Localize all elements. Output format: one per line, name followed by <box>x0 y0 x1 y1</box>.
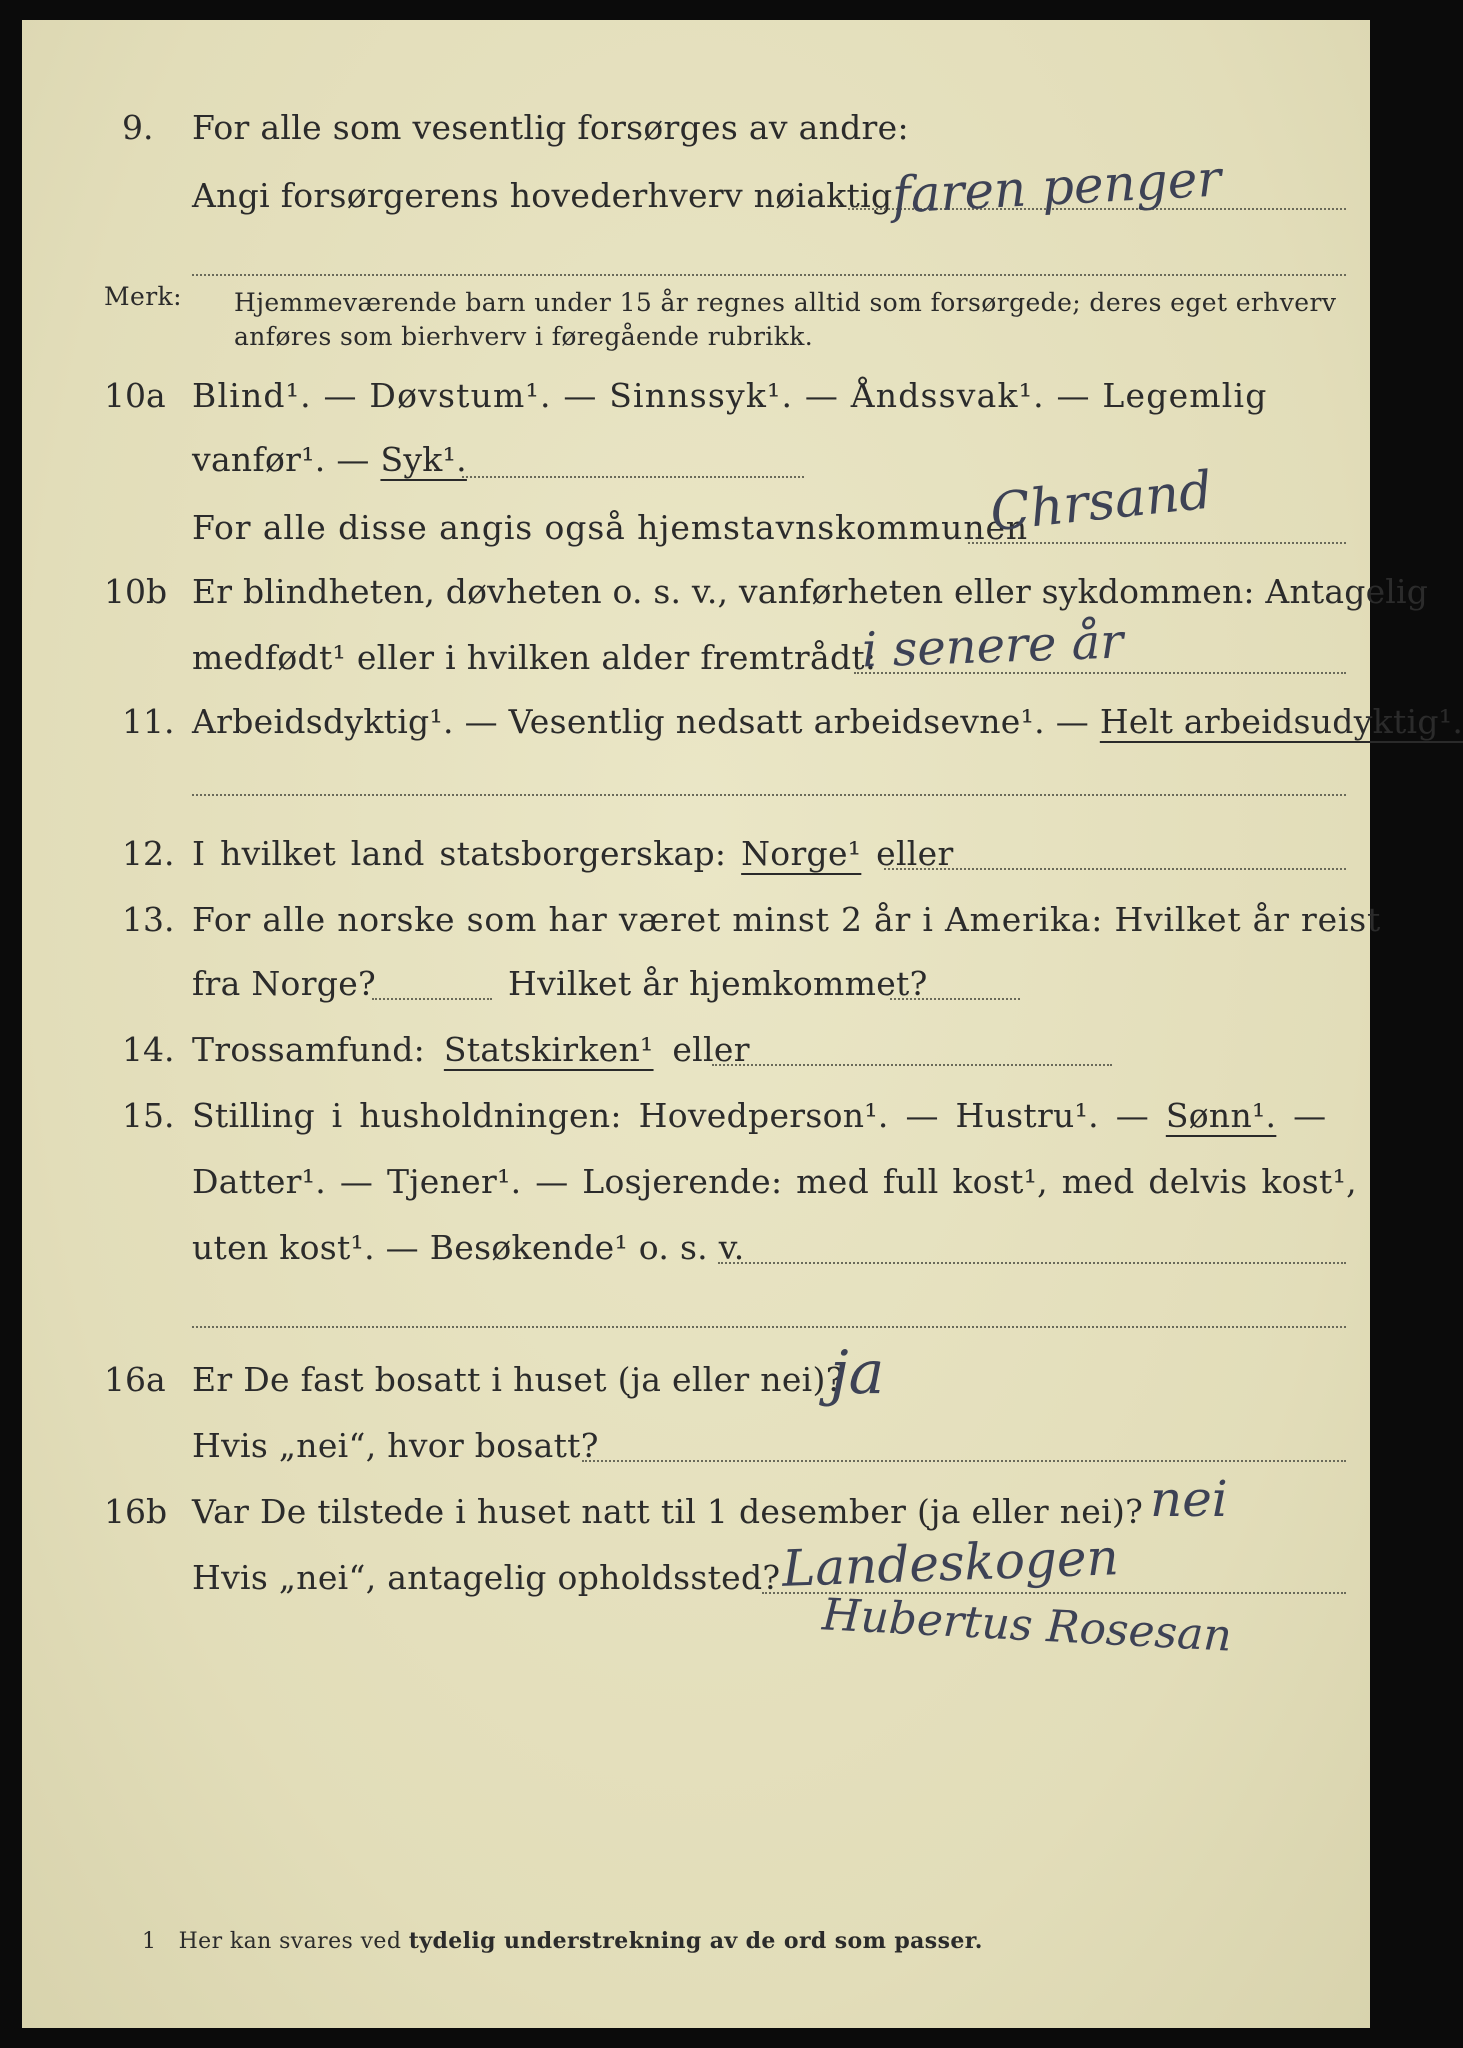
q15-text: Stilling i husholdningen: Hovedperson¹. — Hustru¹. — <box>192 1096 1150 1135</box>
q13-line2b: Hvilket år hjemkommet? <box>508 964 928 1003</box>
q16b-handwritten-answer2b: Hubertus Rosesan <box>820 1589 1233 1662</box>
q10a-number: 10a <box>104 376 166 415</box>
q12-norway-underlined: Norge¹ <box>741 834 862 873</box>
q10b-handwritten-answer: i senere år <box>861 613 1125 679</box>
q14-answer-line <box>712 1064 1112 1066</box>
q10a-line1: Blind¹. — Døvstum¹. — Sinnssyk¹. — Åndssvak¹. — Legemlig <box>192 376 1268 415</box>
merk-label: Merk: <box>104 282 182 311</box>
q16a-line1: Er De fast bosatt i huset (ja eller nei)? <box>192 1360 844 1399</box>
q10a-sick-underlined: Syk¹. <box>380 440 467 479</box>
q16b-line2: Hvis „nei“, antagelig opholdssted? <box>192 1558 781 1597</box>
footnote-mark: 1 <box>142 1929 157 1954</box>
q10a-line3: For alle disse angis også hjemstavnskommunen <box>192 508 1029 547</box>
q10a-line2-text: vanfør¹. — <box>192 440 381 479</box>
q10a-line2 <box>192 440 467 479</box>
q11-line1 <box>192 702 1463 741</box>
q12-or: eller <box>876 834 954 873</box>
q16b-number: 16b <box>104 1492 168 1531</box>
q11-extra-line <box>192 794 1346 796</box>
q15-son-underlined: Sønn¹. <box>1165 1096 1277 1135</box>
q11-text: Arbeidsdyktig¹. — Vesentlig nedsatt arbeidsevne¹. — <box>192 702 1100 741</box>
q13-year-left-line <box>372 998 492 1000</box>
q9-handwritten-answer: faren penger <box>890 149 1223 225</box>
q10b-number: 10b <box>104 572 168 611</box>
q12-text: I hvilket land statsborgerskap: <box>192 834 727 873</box>
q13-year-home-line <box>890 998 1020 1000</box>
q15-dash: — <box>1293 1096 1327 1135</box>
q10b-line1: Er blindheten, døvheten o. s. v., vanførheten eller sykdommen: Antagelig <box>192 572 1429 611</box>
q11-unable-underlined: Helt arbeidsudyktig¹. <box>1099 702 1463 741</box>
footnote-text: Her kan svares ved <box>178 1929 402 1954</box>
q9-line1: For alle som vesentlig forsørges av andre: <box>192 108 909 147</box>
q13-number: 13. <box>122 900 175 939</box>
q15-number: 15. <box>122 1096 175 1135</box>
q14-or: eller <box>672 1030 750 1069</box>
q14-text: Trossamfund: <box>192 1030 426 1069</box>
q10a-line2-dots <box>462 476 804 478</box>
q16b-line1: Var De tilstede i huset natt til 1 desember (ja eller nei)? <box>192 1492 1144 1531</box>
q16a-line2: Hvis „nei“, hvor bosatt? <box>192 1426 599 1465</box>
q14-number: 14. <box>122 1030 175 1069</box>
q14-line <box>192 1030 750 1069</box>
q15-line1 <box>192 1096 1326 1135</box>
q9-extra-line <box>192 274 1346 276</box>
q15-line2: Datter¹. — Tjener¹. — Losjerende: med full kost¹, med delvis kost¹, <box>192 1162 1357 1201</box>
q13-line2a: fra Norge? <box>192 964 377 1003</box>
merk-line1: Hjemmeværende barn under 15 år regnes alltid som forsørgede; deres eget erhverv <box>234 288 1337 317</box>
q15-extra-line <box>192 1326 1346 1328</box>
q10a-handwritten-answer: Chrsand <box>987 460 1216 544</box>
q12-line <box>192 834 954 873</box>
q16b-handwritten-answer1: nei <box>1150 1470 1228 1528</box>
q10b-line2: medfødt¹ eller i hvilken alder fremtrådt: <box>192 638 877 677</box>
q16a-handwritten-answer: ja <box>830 1338 885 1408</box>
census-form-page <box>22 20 1463 2028</box>
q11-number: 11. <box>122 702 175 741</box>
q14-state-church-underlined: Statskirken¹ <box>443 1030 654 1069</box>
merk-line2: anføres som bierhverv i føregående rubrikk. <box>234 322 814 351</box>
q9-number: 9. <box>122 108 154 147</box>
footnote-bold-text: tydelig understrekning av de ord som passer. <box>408 1928 983 1954</box>
q15-answer-line <box>718 1262 1346 1264</box>
q12-answer-line <box>884 868 1346 870</box>
q10a-answer-line <box>968 542 1346 544</box>
q16a-answer-line <box>582 1460 1346 1462</box>
q12-number: 12. <box>122 834 175 873</box>
q16b-handwritten-answer2a: Landeskogen <box>781 1528 1120 1598</box>
q13-line1: For alle norske som har været minst 2 år i Amerika: Hvilket år reist <box>192 900 1382 939</box>
q16a-number: 16a <box>104 1360 166 1399</box>
footnote <box>142 1928 983 1954</box>
q15-line3: uten kost¹. — Besøkende¹ o. s. v. <box>192 1228 745 1267</box>
q9-line2: Angi forsørgerens hovederhverv nøiaktig <box>192 176 893 215</box>
